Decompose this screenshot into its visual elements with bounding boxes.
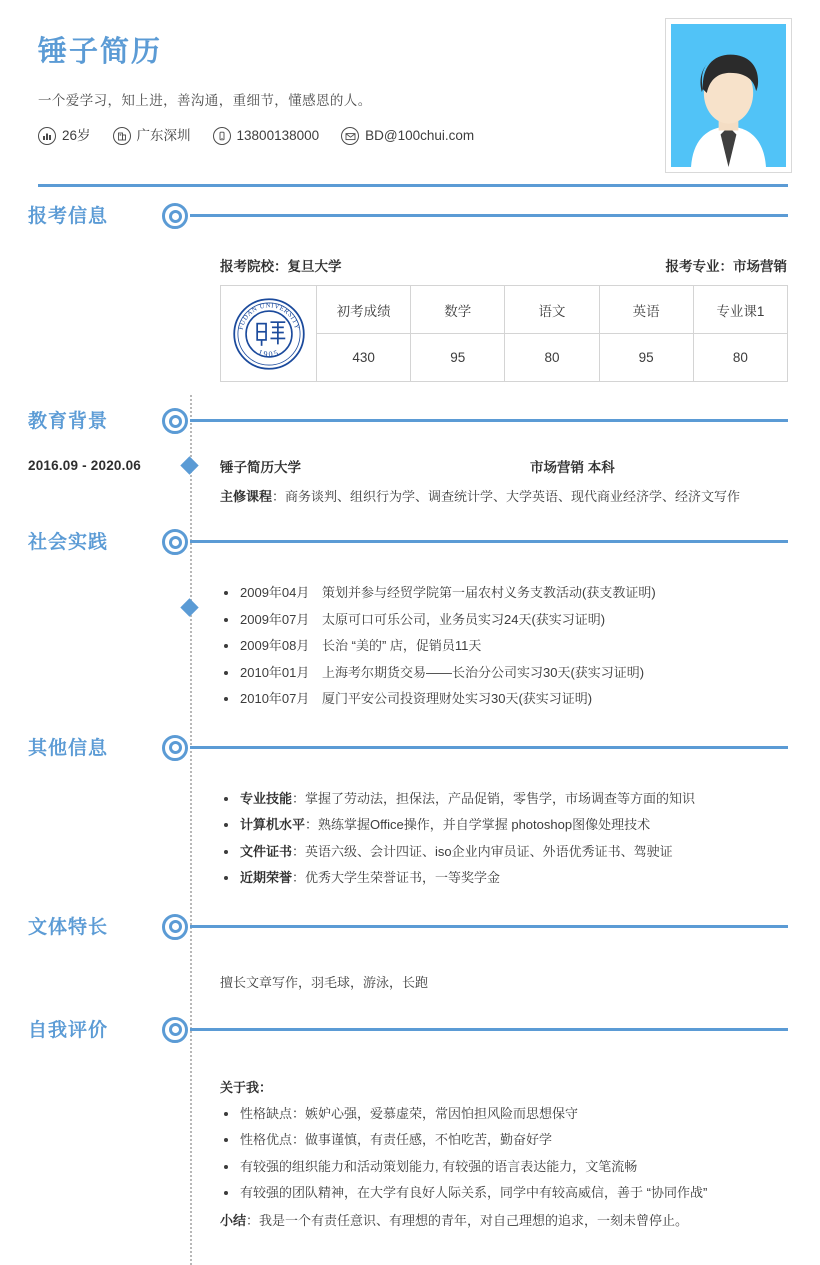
diamond-marker-icon (180, 598, 198, 616)
education-school: 锤子简历大学 (220, 460, 301, 475)
chart-icon (38, 127, 56, 145)
section-rule-practice (190, 540, 788, 543)
list-item: 性格缺点：嫉妒心强，爱慕虚荣，常因怕担风险而思想保守 (220, 1104, 788, 1124)
other-text: ：熟练掌握Office操作，并自学掌握 photoshop图像处理技术 (305, 817, 651, 832)
resume-header (0, 0, 820, 155)
ring-icon (162, 203, 188, 229)
education-courses-label: 主修课程 (220, 489, 273, 504)
exam-col-header: 初考成绩 (317, 286, 411, 334)
resume-body (0, 155, 820, 1229)
university-logo-cell (221, 286, 317, 382)
education-entry (0, 456, 820, 505)
other-label: 计算机水平 (240, 817, 306, 832)
contact-phone-text: 13800138000 (236, 128, 320, 144)
practice-date: 2010年01月 (240, 664, 310, 680)
section-exam-header (0, 203, 820, 229)
contact-age (38, 127, 91, 145)
self-eval-content (220, 1067, 788, 1229)
talents-content (220, 962, 788, 991)
list-item (220, 636, 788, 656)
location-icon (113, 127, 131, 145)
list-item (220, 842, 788, 862)
section-marker-exam (160, 203, 190, 229)
practice-list (220, 583, 788, 709)
section-title-talents: 文体特长 (28, 916, 109, 938)
exam-score: 430 (317, 334, 411, 382)
ring-icon (162, 408, 188, 434)
section-marker-self-eval (160, 1017, 190, 1043)
list-item (220, 789, 788, 809)
education-major: 市场营销 本科 (530, 460, 615, 475)
ring-icon (162, 914, 188, 940)
exam-table (220, 285, 788, 382)
exam-content (220, 245, 788, 382)
practice-date: 2009年08月 (240, 638, 310, 653)
page-title: 锤子简历 (38, 36, 163, 68)
section-practice (0, 529, 820, 709)
section-other (0, 735, 820, 888)
section-rule-other (190, 746, 788, 749)
exam-col-header: 语文 (505, 286, 599, 334)
other-label: 专业技能 (240, 790, 293, 806)
contact-phone (213, 127, 320, 145)
exam-col-header: 数学 (411, 286, 505, 334)
section-title-other: 其他信息 (28, 737, 109, 759)
avatar-photo (671, 24, 786, 167)
exam-school: 报考院校：复旦大学 (220, 259, 342, 274)
practice-text: 长治 “美的” 店，促销员11天 (322, 638, 482, 653)
contact-location-text: 广东深圳 (136, 128, 191, 144)
talents-text: 擅长文章写作，羽毛球，游泳，长跑 (220, 974, 429, 990)
list-item (220, 689, 788, 709)
practice-content (220, 573, 788, 709)
section-rule-exam (190, 214, 788, 217)
section-marker-talents (160, 914, 190, 940)
other-list (220, 789, 788, 888)
section-talents (0, 914, 820, 991)
section-talents-header (0, 914, 820, 940)
practice-text: 厦门平安公司投资理财处实习30天(获实习证明) (322, 691, 593, 706)
exam-score: 95 (599, 334, 693, 382)
ring-icon (162, 1017, 188, 1043)
list-item (220, 663, 788, 683)
other-label: 文件证书 (240, 843, 293, 859)
table-row (221, 286, 788, 334)
about-me-label: 关于我： (220, 1079, 273, 1095)
section-self-eval-header (0, 1017, 820, 1043)
self-eval-summary (220, 1210, 788, 1229)
list-item (220, 610, 788, 630)
avatar (665, 18, 792, 173)
contact-email-text: BD@100chui.com (365, 128, 475, 144)
section-self-eval (0, 1017, 820, 1229)
list-item: 性格优点：做事谨慎，有责任感，不怕吃苦，勤奋好学 (220, 1130, 788, 1150)
list-item: 有较强的团队精神，在大学有良好人际关系，同学中有较高威信，善于 “协同作战” (220, 1183, 788, 1203)
education-date: 2016.09 - 2020.06 (28, 458, 141, 473)
mail-icon (341, 127, 359, 145)
list-item: 有较强的组织能力和活动策划能力, 有较强的语言表达能力，文笔流畅 (220, 1157, 788, 1177)
self-eval-list (220, 1104, 788, 1203)
section-marker-other (160, 735, 190, 761)
section-education-header (0, 408, 820, 434)
section-other-header (0, 735, 820, 761)
list-item (220, 583, 788, 603)
exam-score: 95 (411, 334, 505, 382)
other-text: ：英语六级、会计四证、iso企业内审员证、外语优秀证书、驾驶证 (292, 843, 673, 859)
other-content (220, 779, 788, 888)
section-title-practice: 社会实践 (28, 532, 109, 553)
practice-text: 策划并参与经贸学院第一届农村义务支教活动(获支教证明) (322, 585, 656, 600)
education-headline (220, 456, 788, 476)
exam-col-header: 专业课1 (693, 286, 787, 334)
section-marker-education (160, 408, 190, 434)
exam-score: 80 (693, 334, 787, 382)
section-rule-education (190, 419, 788, 422)
exam-score: 80 (505, 334, 599, 382)
diamond-marker-icon (180, 456, 198, 474)
practice-text: 上海考尔期货交易——长治分公司实习30天(获实习证明) (322, 664, 645, 680)
exam-major: 报考专业：市场营销 (665, 259, 787, 274)
education-courses-text: ：商务谈判、组织行为学、调查统计学、大学英语、现代商业经济学、经济文写作 (272, 489, 741, 504)
exam-head (220, 255, 788, 275)
ring-icon (162, 735, 188, 761)
list-item (220, 868, 788, 888)
list-item (220, 815, 788, 835)
ring-icon (162, 529, 188, 555)
section-rule-self-eval (190, 1028, 788, 1031)
phone-icon (213, 127, 231, 145)
section-rule-talents (190, 925, 788, 928)
header-tagline: 一个爱学习，知上进，善沟通，重细节，懂感恩的人。 (38, 93, 372, 108)
summary-label: 小结 (220, 1212, 247, 1228)
svg-text:1905: 1905 (256, 347, 281, 359)
section-title-self-eval: 自我评价 (28, 1019, 109, 1041)
exam-col-header: 英语 (599, 286, 693, 334)
section-marker-practice (160, 529, 190, 555)
other-text: ：优秀大学生荣誉证书，一等奖学金 (292, 870, 501, 885)
other-text: ：掌握了劳动法，担保法，产品促销，零售学，市场调查等方面的知识 (292, 790, 696, 806)
section-education (0, 408, 820, 505)
section-title-education: 教育背景 (28, 411, 109, 432)
practice-date: 2009年07月 (240, 611, 310, 627)
fudan-logo-icon (232, 297, 306, 371)
education-courses (220, 486, 788, 505)
practice-date: 2009年04月 (240, 585, 310, 600)
practice-date: 2010年07月 (240, 691, 310, 706)
section-practice-header (0, 529, 820, 555)
contact-location (113, 127, 191, 145)
timeline-spine (190, 395, 192, 1265)
practice-text: 太原可口可乐公司，业务员实习24天(获实习证明) (322, 611, 606, 627)
section-exam (0, 203, 820, 382)
section-title-exam: 报考信息 (28, 206, 109, 227)
svg-text:FUDAN UNIVERSITY: FUDAN UNIVERSITY (237, 301, 300, 330)
education-body (220, 456, 788, 505)
contact-email (341, 127, 474, 145)
summary-text: ：我是一个有责任意识、有理想的青年，对自己理想的追求，一刻未曾停止。 (246, 1212, 689, 1228)
contact-age-text: 26岁 (62, 128, 91, 144)
other-label: 近期荣誉 (240, 870, 293, 885)
